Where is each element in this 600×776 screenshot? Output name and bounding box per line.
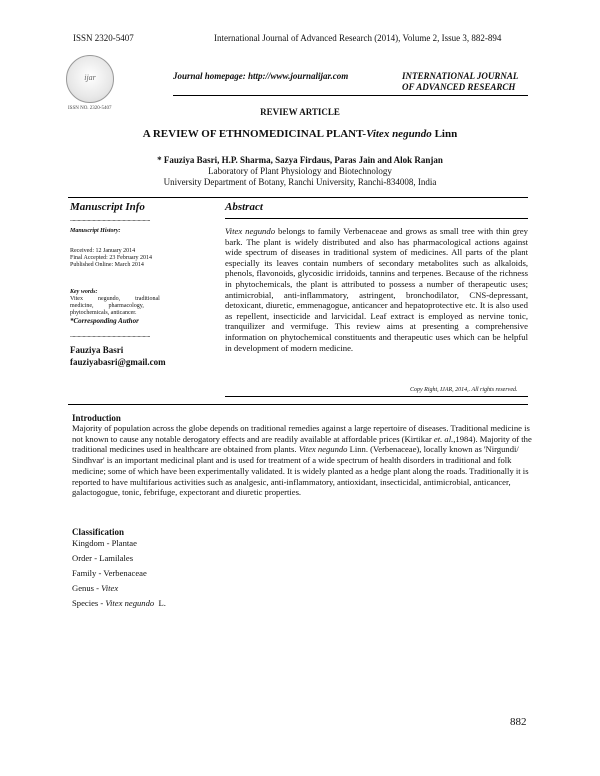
- journal-logo: [66, 55, 114, 103]
- author-name: Fauziya Basri: [70, 345, 124, 355]
- manuscript-info-heading: Manuscript Info: [70, 201, 145, 213]
- affiliation-line-1: Laboratory of Plant Physiology and Biotechnology: [208, 166, 392, 176]
- species-value: Vitex negundo: [105, 598, 155, 608]
- journal-name-line-1: INTERNATIONAL JOURNAL: [402, 71, 519, 81]
- authors: * Fauziya Basri, H.P. Sharma, Sazya Firdaus, Paras Jain and Alok Ranjan: [157, 155, 443, 165]
- species-label: Species -: [72, 598, 106, 608]
- title-suffix: Linn: [431, 128, 458, 140]
- page-number: 882: [510, 716, 527, 728]
- history-received: Received: 12 January 2014: [70, 248, 136, 254]
- author-email[interactable]: fauziyabasri@gmail.com: [70, 357, 166, 367]
- classification-heading: Classification: [72, 527, 125, 537]
- abstract-rule: [225, 218, 528, 219]
- journal-issue-header: International Journal of Advanced Research (2014), Volume 2, Issue 3, 882-894: [214, 33, 502, 43]
- genus-label: Genus -: [72, 583, 102, 593]
- introduction-heading: Introduction: [72, 413, 121, 423]
- dots-divider: ................................................................: [70, 215, 150, 223]
- abstract-text: belongs to family Verbenaceae and grows as small tree with thin grey bark. The plant is widely distributed and also has pharmacological actions against wide spectrum of diseases in traditional system of medicines. All parts of the plant especially its leaves contain numbers of secondary metabolites such as alkaloids, phenols, flavonoids, glycosidic irridoids, tannins and terpenes. Because of the richness in phytochemicals, the plant is attributed to possess a number of therapeutic uses; antimicrobial, anti-inflammatory, astringent, bronchodilator, CNS-depressant, detoxicant, diuretic, emmenagogue, anticancer and hepatoprotective etc. It is also used as repellent, insecticide and larvicidal. Leaf extract is employed as nervine tonic, tranquilizer and vermifuge. This review aims at presenting a comprehensive information on phytochemical constituents and therapeutic uses which can be helpful in development of modern medicine.: [225, 226, 528, 353]
- info-bottom-rule: [68, 404, 528, 405]
- header-rule: [173, 95, 528, 96]
- article-title: [0, 128, 600, 140]
- abstract-heading: Abstract: [225, 201, 263, 213]
- dots-divider-2: ................................................................: [70, 331, 150, 339]
- genus-value: Vitex: [101, 583, 119, 593]
- intro-text-c: Linn. (Verbenaceae), locally known as 'Nirgundi/ Sindhvar' is an important medicinal plant and is used for treatment of a wide spectrum of health disorders in traditional and folk medicine; some of which have been experimentally validated. It is widely planted as a hedge plant along the roads. Traditionally it is reported to have multifarious activities such as analgesic, anti-inflammatory, antioxidant, insecticidal, antimicrobial, anticancer, galactogogue, tonic, febrifuge, expectorant and diuretic properties.: [72, 444, 529, 498]
- keywords-line-1: Vitex negundo, traditional: [70, 296, 160, 302]
- journal-homepage[interactable]: Journal homepage: http://www.journalijar.com: [173, 71, 349, 81]
- article-type: REVIEW ARTICLE: [260, 107, 340, 117]
- abstract-bottom-rule: [225, 396, 528, 397]
- logo-text: ijar: [84, 73, 96, 82]
- classification-kingdom: Kingdom - Plantae: [72, 538, 137, 548]
- manuscript-history-label: Manuscript History:: [70, 228, 121, 234]
- intro-text-b: ,1984). Majority of the traditional medicines used in healthcare are obtained from plants.: [72, 433, 532, 455]
- title-species: Vitex negundo: [366, 128, 432, 140]
- journal-name: [402, 71, 518, 93]
- classification-order: Order - Lamilales: [72, 553, 134, 563]
- abstract-body: [225, 226, 528, 353]
- title-prefix: A REVIEW OF ETHNOMEDICINAL PLANT-: [142, 128, 367, 140]
- keywords-line-3: phytochemicals, anticancer.: [70, 310, 137, 316]
- intro-text-a: Majority of population across the globe depends on traditional remedies against a large repertoire of diseases. Traditional medicine is not known to cause any notable derogatory effects and are readily available at affordable prices (Kirtikar: [72, 423, 530, 444]
- corresponding-author-label: *Corresponding Author: [70, 317, 139, 325]
- logo-issn: ISSN NO. 2320-5407: [68, 106, 112, 111]
- info-top-rule: [68, 197, 528, 198]
- classification-genus: [72, 583, 118, 593]
- keywords-line-2: medicine, pharmacology,: [70, 303, 144, 309]
- abstract-species: Vitex negundo: [225, 226, 276, 236]
- history-accepted: Final Accepted: 23 February 2014: [70, 255, 152, 261]
- introduction-body: [72, 423, 542, 498]
- classification-family: Family - Verbenaceae: [72, 568, 147, 578]
- keywords-label: Key words:: [70, 289, 98, 295]
- issn-header: ISSN 2320-5407: [73, 33, 134, 43]
- history-published: Published Online: March 2014: [70, 262, 144, 268]
- intro-species: Vitex negundo: [298, 444, 348, 455]
- affiliation-line-2: University Department of Botany, Ranchi University, Ranchi-834008, India: [163, 177, 437, 187]
- intro-et-al: et. al.: [433, 433, 454, 444]
- classification-species: [72, 598, 166, 608]
- species-suffix: L.: [154, 598, 166, 608]
- journal-name-line-2: OF ADVANCED RESEARCH: [402, 82, 516, 92]
- copyright: Copy Right, IJAR, 2014,. All rights reserved.: [410, 387, 518, 393]
